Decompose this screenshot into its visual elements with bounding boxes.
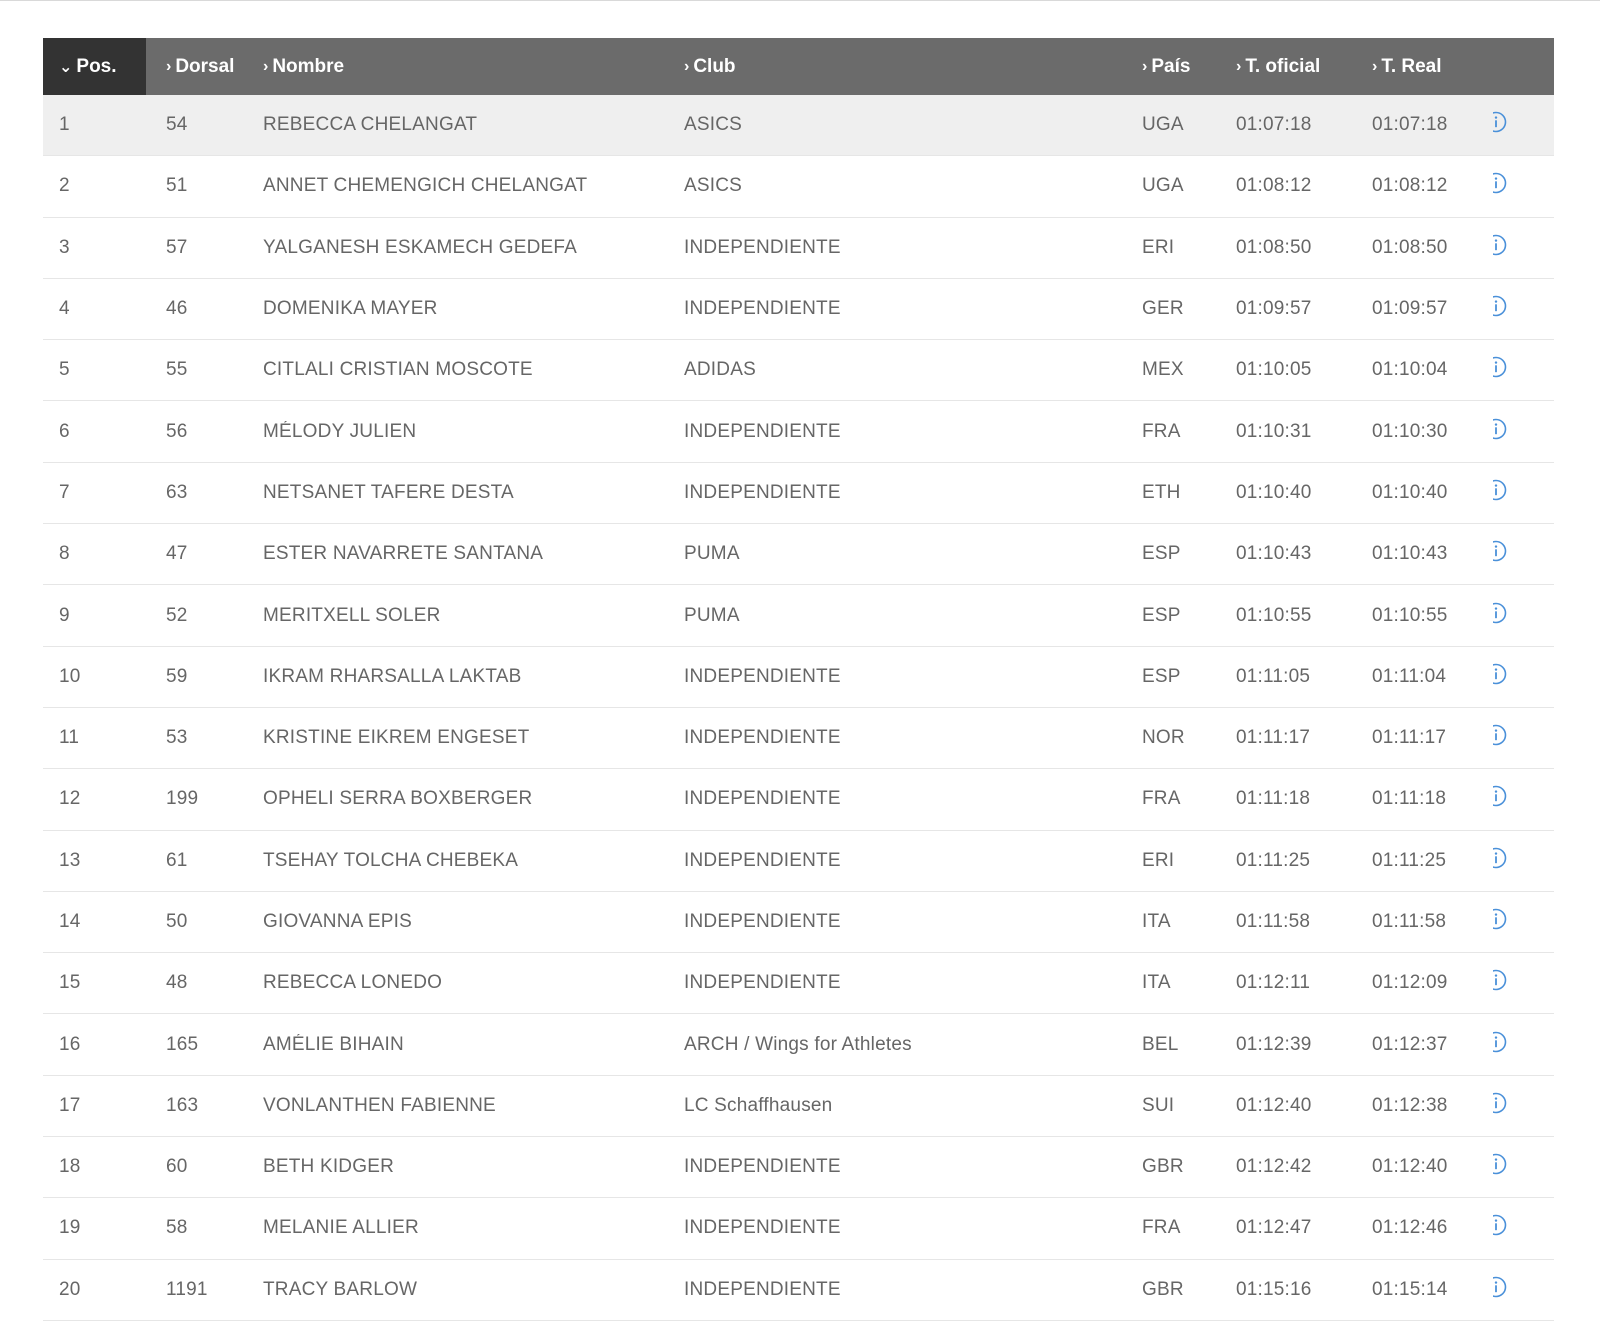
cell-pais: FRA xyxy=(1142,788,1181,810)
cell-pais: ESP xyxy=(1142,604,1181,626)
cell-t-oficial: 01:12:39 xyxy=(1236,1033,1312,1055)
cell-t-real: 01:11:18 xyxy=(1372,788,1447,810)
cell-pos: 13 xyxy=(59,849,81,871)
cell-pos: 17 xyxy=(59,1094,81,1116)
cell-info xyxy=(1493,479,1554,507)
top-divider xyxy=(0,0,1600,1)
cell-nombre: GIOVANNA EPIS xyxy=(263,911,413,932)
table-body xyxy=(43,95,1554,1321)
table-row[interactable] xyxy=(43,218,1554,279)
cell-dorsal: 165 xyxy=(166,1033,199,1055)
cell-nombre: DOMENIKA MAYER xyxy=(263,298,438,320)
chevron-down-icon: ⌄ xyxy=(59,58,73,76)
cell-nombre: YALGANESH ESKAMECH GEDEFA xyxy=(263,236,578,258)
cell-pais: MEX xyxy=(1142,359,1184,381)
sort-t-real-header[interactable] xyxy=(1372,38,1493,95)
info-icon[interactable] xyxy=(1493,908,1507,930)
header-label: Dorsal xyxy=(175,55,235,77)
cell-t-oficial: 01:10:31 xyxy=(1236,420,1312,442)
info-icon[interactable] xyxy=(1493,1153,1507,1175)
header-spacer xyxy=(1493,38,1554,95)
cell-info xyxy=(1493,356,1554,384)
cell-dorsal: 60 xyxy=(166,1156,188,1178)
cell-pos: 11 xyxy=(59,727,80,749)
cell-t-real: 01:10:55 xyxy=(1372,604,1448,626)
table-row[interactable] xyxy=(43,769,1554,830)
info-icon[interactable] xyxy=(1493,663,1507,685)
chevron-right-icon: › xyxy=(1142,57,1148,75)
cell-pais: ESP xyxy=(1142,543,1181,565)
table-row[interactable] xyxy=(43,892,1554,953)
cell-info xyxy=(1493,1031,1554,1059)
cell-info xyxy=(1493,234,1554,262)
cell-info xyxy=(1493,908,1554,936)
table-row[interactable] xyxy=(43,95,1554,156)
cell-info xyxy=(1493,540,1554,568)
cell-club: INDEPENDIENTE xyxy=(684,788,841,810)
cell-pais: UGA xyxy=(1142,114,1184,136)
info-icon[interactable] xyxy=(1493,1031,1507,1053)
cell-t-real: 01:15:14 xyxy=(1372,1278,1448,1300)
cell-t-oficial: 01:08:12 xyxy=(1236,175,1312,197)
cell-info xyxy=(1493,1153,1554,1181)
sort-t-oficial-header[interactable] xyxy=(1236,38,1372,95)
cell-pos: 15 xyxy=(59,972,81,994)
cell-pais: GBR xyxy=(1142,1278,1184,1300)
cell-nombre: REBECCA LONEDO xyxy=(263,972,443,994)
cell-info xyxy=(1493,418,1554,446)
cell-pos: 3 xyxy=(59,236,70,258)
cell-t-oficial: 01:15:16 xyxy=(1236,1278,1312,1300)
cell-club: ADIDAS xyxy=(684,359,756,381)
table-row[interactable] xyxy=(43,1014,1554,1075)
info-icon[interactable] xyxy=(1493,479,1507,501)
cell-info xyxy=(1493,295,1554,323)
cell-t-oficial: 01:12:40 xyxy=(1236,1094,1312,1116)
cell-dorsal: 53 xyxy=(166,727,188,749)
cell-info xyxy=(1493,663,1554,691)
cell-club: INDEPENDIENTE xyxy=(684,849,841,871)
cell-t-oficial: 01:11:05 xyxy=(1236,665,1311,687)
cell-t-real: 01:09:57 xyxy=(1372,298,1448,320)
cell-pos: 8 xyxy=(59,543,70,565)
cell-t-real: 01:12:37 xyxy=(1372,1033,1448,1055)
table-row[interactable] xyxy=(43,524,1554,585)
cell-dorsal: 47 xyxy=(166,543,188,565)
table-row[interactable] xyxy=(43,463,1554,524)
cell-dorsal: 1191 xyxy=(166,1278,208,1300)
cell-dorsal: 52 xyxy=(166,604,188,626)
cell-club: INDEPENDIENTE xyxy=(684,665,841,687)
table-row[interactable] xyxy=(43,1198,1554,1259)
cell-club: INDEPENDIENTE xyxy=(684,1278,841,1300)
cell-pos: 16 xyxy=(59,1033,81,1055)
info-icon[interactable] xyxy=(1493,785,1507,807)
cell-pais: GER xyxy=(1142,298,1184,320)
cell-pos: 4 xyxy=(59,298,70,320)
cell-club: INDEPENDIENTE xyxy=(684,727,841,749)
cell-dorsal: 51 xyxy=(166,175,188,197)
chevron-right-icon: › xyxy=(166,57,172,75)
cell-t-real: 01:10:43 xyxy=(1372,543,1448,565)
chevron-right-icon: › xyxy=(1236,57,1242,75)
cell-club: INDEPENDIENTE xyxy=(684,481,841,503)
cell-pais: NOR xyxy=(1142,727,1185,749)
header-label: T. Real xyxy=(1381,55,1442,77)
cell-dorsal: 55 xyxy=(166,359,188,381)
cell-dorsal: 54 xyxy=(166,114,188,136)
table-row[interactable] xyxy=(43,156,1554,217)
cell-t-real: 01:08:50 xyxy=(1372,236,1448,258)
info-icon[interactable] xyxy=(1493,295,1507,317)
cell-info xyxy=(1493,724,1554,752)
cell-pais: SUI xyxy=(1142,1094,1175,1116)
cell-dorsal: 57 xyxy=(166,236,188,258)
cell-t-real: 01:10:04 xyxy=(1372,359,1448,381)
cell-nombre: OPHELI SERRA BOXBERGER xyxy=(263,788,533,810)
cell-club: INDEPENDIENTE xyxy=(684,236,841,258)
cell-dorsal: 46 xyxy=(166,298,188,320)
cell-nombre: KRISTINE EIKREM ENGESET xyxy=(263,727,530,749)
info-icon[interactable] xyxy=(1493,540,1507,562)
cell-nombre: MERITXELL SOLER xyxy=(263,604,441,626)
cell-pos: 9 xyxy=(59,604,70,626)
cell-info xyxy=(1493,1276,1554,1304)
cell-t-oficial: 01:08:50 xyxy=(1236,236,1312,258)
cell-pos: 19 xyxy=(59,1217,81,1239)
cell-t-oficial: 01:12:42 xyxy=(1236,1156,1312,1178)
header-label: País xyxy=(1151,55,1191,77)
cell-dorsal: 56 xyxy=(166,420,188,442)
cell-dorsal: 50 xyxy=(166,911,188,932)
cell-nombre: TRACY BARLOW xyxy=(263,1278,418,1300)
chevron-right-icon: › xyxy=(684,57,690,75)
cell-pos: 5 xyxy=(59,359,70,381)
info-icon[interactable] xyxy=(1493,847,1507,869)
header-label: Nombre xyxy=(272,55,345,77)
cell-dorsal: 59 xyxy=(166,665,188,687)
info-icon[interactable] xyxy=(1493,724,1507,746)
info-icon[interactable] xyxy=(1493,356,1507,378)
header-label: Pos. xyxy=(76,55,117,77)
cell-pos: 20 xyxy=(59,1278,81,1300)
header-label: Club xyxy=(693,55,736,77)
table-row[interactable] xyxy=(43,340,1554,401)
table-row[interactable] xyxy=(43,1260,1554,1321)
cell-club: ASICS xyxy=(684,175,743,197)
info-icon[interactable] xyxy=(1493,111,1507,133)
sort-club-header[interactable] xyxy=(684,38,1142,95)
table-row[interactable] xyxy=(43,831,1554,892)
cell-t-real: 01:12:38 xyxy=(1372,1094,1448,1116)
results-table xyxy=(43,38,1554,1321)
cell-nombre: VONLANTHEN FABIENNE xyxy=(263,1094,496,1116)
cell-t-real: 01:10:40 xyxy=(1372,481,1448,503)
cell-t-oficial: 01:11:25 xyxy=(1236,849,1311,871)
cell-dorsal: 199 xyxy=(166,788,199,810)
cell-t-real: 01:11:58 xyxy=(1372,911,1447,932)
cell-pais: GBR xyxy=(1142,1156,1184,1178)
chevron-right-icon: › xyxy=(1372,57,1378,75)
cell-nombre: MELANIE ALLIER xyxy=(263,1217,419,1239)
cell-t-real: 01:07:18 xyxy=(1372,114,1448,136)
cell-t-oficial: 01:11:17 xyxy=(1236,727,1311,749)
cell-t-oficial: 01:10:55 xyxy=(1236,604,1312,626)
cell-pos: 10 xyxy=(59,665,81,687)
cell-t-real: 01:08:12 xyxy=(1372,175,1448,197)
table-row[interactable] xyxy=(43,585,1554,646)
table-row[interactable] xyxy=(43,1076,1554,1137)
cell-t-real: 01:12:46 xyxy=(1372,1217,1448,1239)
sort-pais-header[interactable] xyxy=(1142,38,1236,95)
cell-club: INDEPENDIENTE xyxy=(684,420,841,442)
cell-nombre: NETSANET TAFERE DESTA xyxy=(263,481,514,503)
cell-info xyxy=(1493,1092,1554,1120)
cell-nombre: CITLALI CRISTIAN MOSCOTE xyxy=(263,359,533,381)
chevron-right-icon: › xyxy=(263,57,269,75)
cell-nombre: REBECCA CHELANGAT xyxy=(263,114,478,136)
cell-club: INDEPENDIENTE xyxy=(684,298,841,320)
cell-info xyxy=(1493,111,1554,139)
cell-pais: ERI xyxy=(1142,236,1175,258)
cell-dorsal: 48 xyxy=(166,972,188,994)
cell-info xyxy=(1493,172,1554,200)
cell-club: PUMA xyxy=(684,543,740,565)
cell-club: INDEPENDIENTE xyxy=(684,972,841,994)
cell-pais: ETH xyxy=(1142,481,1181,503)
cell-nombre: MÉLODY JULIEN xyxy=(263,420,417,442)
cell-pos: 6 xyxy=(59,420,70,442)
cell-club: ARCH / Wings for Athletes xyxy=(684,1033,912,1055)
cell-pais: BEL xyxy=(1142,1033,1179,1055)
cell-pos: 1 xyxy=(59,114,70,136)
table-row[interactable] xyxy=(43,279,1554,340)
table-row[interactable] xyxy=(43,401,1554,462)
cell-t-oficial: 01:12:47 xyxy=(1236,1217,1312,1239)
cell-pos: 18 xyxy=(59,1156,81,1178)
info-icon[interactable] xyxy=(1493,234,1507,256)
cell-info xyxy=(1493,847,1554,875)
cell-t-oficial: 01:11:18 xyxy=(1236,788,1311,810)
cell-t-real: 01:10:30 xyxy=(1372,420,1448,442)
cell-dorsal: 61 xyxy=(166,849,188,871)
table-row[interactable] xyxy=(43,647,1554,708)
cell-pais: ESP xyxy=(1142,665,1181,687)
cell-info xyxy=(1493,969,1554,997)
cell-t-real: 01:12:09 xyxy=(1372,972,1448,994)
cell-pais: FRA xyxy=(1142,420,1181,442)
cell-t-real: 01:11:04 xyxy=(1372,665,1447,687)
cell-nombre: AMÉLIE BIHAIN xyxy=(263,1033,404,1055)
cell-club: ASICS xyxy=(684,114,743,136)
cell-nombre: IKRAM RHARSALLA LAKTAB xyxy=(263,665,522,687)
cell-info xyxy=(1493,1214,1554,1242)
sort-dorsal-header[interactable] xyxy=(146,38,263,95)
cell-dorsal: 58 xyxy=(166,1217,188,1239)
cell-pais: ERI xyxy=(1142,849,1175,871)
cell-dorsal: 163 xyxy=(166,1094,199,1116)
cell-t-oficial: 01:10:05 xyxy=(1236,359,1312,381)
cell-t-oficial: 01:11:58 xyxy=(1236,911,1311,932)
cell-pos: 7 xyxy=(59,481,70,503)
cell-club: PUMA xyxy=(684,604,740,626)
cell-pais: UGA xyxy=(1142,175,1184,197)
cell-t-oficial: 01:10:40 xyxy=(1236,481,1312,503)
info-icon[interactable] xyxy=(1493,1092,1507,1114)
table-row[interactable] xyxy=(43,1137,1554,1198)
info-icon[interactable] xyxy=(1493,418,1507,440)
cell-dorsal: 63 xyxy=(166,481,188,503)
cell-pais: ITA xyxy=(1142,911,1171,932)
info-icon[interactable] xyxy=(1493,969,1507,991)
cell-t-real: 01:12:40 xyxy=(1372,1156,1448,1178)
cell-info xyxy=(1493,602,1554,630)
cell-pos: 12 xyxy=(59,788,81,810)
cell-t-oficial: 01:07:18 xyxy=(1236,114,1312,136)
cell-t-real: 01:11:17 xyxy=(1372,727,1447,749)
cell-t-oficial: 01:12:11 xyxy=(1236,972,1311,994)
cell-pos: 2 xyxy=(59,175,70,197)
info-icon[interactable] xyxy=(1493,172,1507,194)
cell-nombre: BETH KIDGER xyxy=(263,1156,394,1178)
table-row[interactable] xyxy=(43,953,1554,1014)
sort-pos-header[interactable] xyxy=(43,38,146,95)
cell-t-real: 01:11:25 xyxy=(1372,849,1447,871)
cell-pais: FRA xyxy=(1142,1217,1181,1239)
info-icon[interactable] xyxy=(1493,1276,1507,1298)
cell-pos: 14 xyxy=(59,911,81,932)
cell-info xyxy=(1493,785,1554,813)
cell-t-oficial: 01:09:57 xyxy=(1236,298,1312,320)
cell-nombre: TSEHAY TOLCHA CHEBEKA xyxy=(263,849,519,871)
cell-club: LC Schaffhausen xyxy=(684,1094,833,1116)
cell-t-oficial: 01:10:43 xyxy=(1236,543,1312,565)
cell-club: INDEPENDIENTE xyxy=(684,1156,841,1178)
info-icon[interactable] xyxy=(1493,1214,1507,1236)
cell-pais: ITA xyxy=(1142,972,1171,994)
cell-club: INDEPENDIENTE xyxy=(684,911,841,932)
header-label: T. oficial xyxy=(1245,55,1321,77)
cell-nombre: ESTER NAVARRETE SANTANA xyxy=(263,543,544,565)
table-header xyxy=(43,38,1554,95)
info-icon[interactable] xyxy=(1493,602,1507,624)
table-row[interactable] xyxy=(43,708,1554,769)
cell-club: INDEPENDIENTE xyxy=(684,1217,841,1239)
cell-nombre: ANNET CHEMENGICH CHELANGAT xyxy=(263,175,588,197)
sort-nombre-header[interactable] xyxy=(263,38,684,95)
